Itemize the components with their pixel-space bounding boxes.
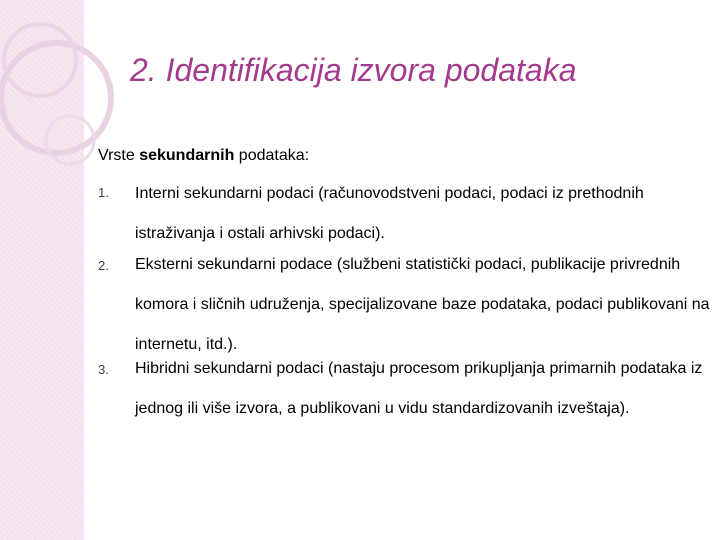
list-item-text: Interni sekundarni podaci (računovodstveni podaci, podaci iz prethodnih istraživanja i ostali arhivski podaci).: [135, 185, 644, 242]
decorative-circles: [0, 0, 140, 200]
intro-bold: sekundarnih: [139, 147, 235, 164]
slide-title: 2. Identifikacija izvora podataka: [130, 52, 577, 88]
intro-line: [98, 147, 309, 165]
list-item-number: 3.: [98, 362, 109, 377]
list-item-text: Hibridni sekundarni podaci (nastaju procesom prikupljanja primarnih podataka iz jednog ili više izvora, a publikovani u vidu standardizovanih izveštaja).: [135, 360, 703, 417]
list-item-number: 2.: [98, 258, 109, 273]
intro-suffix: podataka:: [234, 147, 310, 164]
list-item-text: Eksterni sekundarni podace (službeni statistički podaci, publikacije privrednih komora i sličnih udruženja, specijalizovane baze podataka, podaci publikovani na internetu, itd.).: [135, 256, 710, 353]
intro-prefix: Vrste: [98, 147, 140, 164]
list-item-number: 1.: [98, 185, 109, 200]
